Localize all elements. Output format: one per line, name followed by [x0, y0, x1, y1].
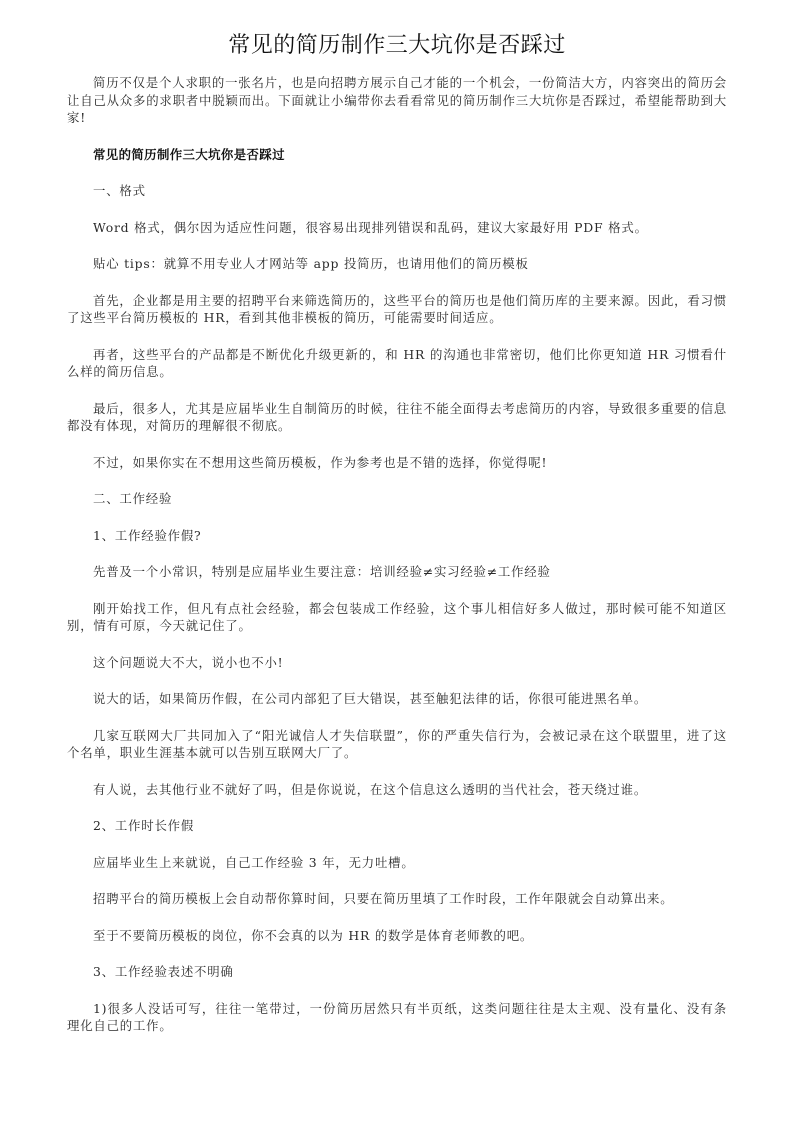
paragraph: 至于不要简历模板的岗位，你不会真的以为 HR 的数学是体育老师教的吧。: [93, 927, 534, 943]
subsection-heading: 1、工作经验作假?: [93, 527, 202, 543]
paragraph: 不过，如果你实在不想用这些简历模板，作为参考也是不错的选择，你觉得呢!: [93, 454, 548, 470]
document-page: [67, 30, 727, 1035]
intro-paragraph: 简历不仅是个人求职的一张名片，也是向招聘方展示自己才能的一个机会，一份简洁大方，内容突出的简历会让自己从众多的求职者中脱颖而出。下面就让小编带你去看看常见的简历制作三大坑你是否踩过，希望能帮助到大家!: [67, 75, 727, 125]
section-heading-format: 一、格式: [93, 183, 146, 198]
paragraph: 几家互联网大厂共同加入了“阳光诚信人才失信联盟”，你的严重失信行为，会被记录在这个联盟里，进了这个名单，职业生涯基本就可以告别互联网大厂了。: [67, 727, 727, 760]
paragraph: 这个问题说大不大，说小也不小!: [93, 654, 284, 670]
subsection-heading: 2、工作时长作假: [93, 818, 195, 833]
paragraph: 先普及一个小常识，特别是应届毕业生要注意：培训经验≠实习经验≠工作经验: [93, 564, 551, 579]
paragraph: 有人说，去其他行业不就好了吗，但是你说说，在这个信息这么透明的当代社会，苍天绕过谁。: [93, 781, 648, 797]
paragraph: 1)很多人没话可写，往往一笔带过，一份简历居然只有半页纸，这类问题往往是太主观、没有量化、没有条理化自己的工作。: [67, 1000, 727, 1033]
section-heading-experience: 二、工作经验: [93, 491, 173, 506]
paragraph: 最后，很多人，尤其是应届毕业生自制简历的时候，往往不能全面得去考虑简历的内容，导致很多重要的信息都没有体现，对简历的理解很不彻底。: [67, 400, 727, 433]
paragraph: 招聘平台的简历模板上会自动帮你算时间，只要在简历里填了工作时段，工作年限就会自动算出来。: [93, 891, 674, 906]
subsection-heading: 3、工作经验表述不明确: [93, 964, 234, 979]
document-title: 常见的简历制作三大坑你是否踩过: [228, 33, 566, 58]
paragraph: 刚开始找工作，但凡有点社会经验，都会包装成工作经验，这个事儿相信好多人做过，那时候可能不知道区别，情有可原，今天就记住了。: [67, 600, 727, 633]
paragraph: 说大的话，如果简历作假，在公司内部犯了巨大错误，甚至触犯法律的话，你很可能进黑名单。: [93, 691, 648, 706]
paragraph: 再者，这些平台的产品都是不断优化升级更新的，和 HR 的沟通也非常密切，他们比你更知道 HR 习惯看什么样的简历信息。: [67, 346, 727, 379]
paragraph: 应届毕业生上来就说，自己工作经验 3 年，无力吐槽。: [93, 854, 415, 870]
section-subheading: 常见的简历制作三大坑你是否踩过: [93, 146, 285, 162]
tips-paragraph: 贴心 tips：就算不用专业人才网站等 app 投简历，也请用他们的简历模板: [93, 256, 529, 271]
paragraph: Word 格式，偶尔因为适应性问题，很容易出现排列错误和乱码，建议大家最好用 PDF 格式。: [93, 219, 648, 235]
paragraph: 首先，企业都是用主要的招聘平台来筛选简历的，这些平台的简历也是他们简历库的主要来源。因此，看习惯了这些平台简历模板的 HR，看到其他非模板的简历，可能需要时间适应。: [67, 292, 727, 325]
